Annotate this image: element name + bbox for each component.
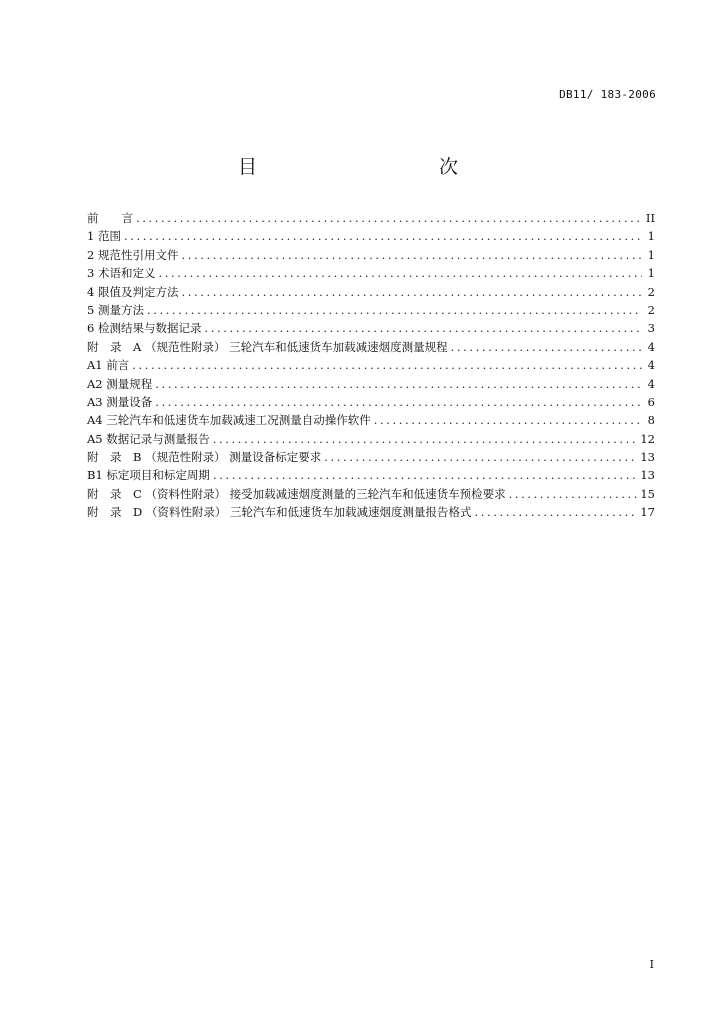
toc-entry-page: 1 bbox=[647, 247, 655, 262]
toc-entry-label: 6 检测结果与数据记录 bbox=[87, 321, 202, 336]
toc-entry-page: 3 bbox=[647, 321, 655, 336]
toc-dot-leader bbox=[181, 246, 642, 264]
toc-entry-label: 1 范围 bbox=[87, 229, 121, 244]
toc-dot-leader bbox=[374, 411, 642, 429]
toc-dot-leader bbox=[181, 283, 642, 301]
toc-entry-label: A3 测量设备 bbox=[87, 394, 153, 409]
toc-dot-leader bbox=[132, 356, 642, 374]
toc-dot-leader bbox=[324, 448, 637, 466]
toc-entry-page: 1 bbox=[647, 229, 655, 244]
toc-entry-page: 4 bbox=[647, 339, 655, 354]
toc-entry-label: A1 前言 bbox=[87, 358, 130, 373]
toc-entry[interactable] bbox=[87, 466, 655, 484]
toc-entry-page: 2 bbox=[647, 302, 655, 317]
toc-dot-leader bbox=[475, 503, 638, 521]
toc-dot-leader bbox=[155, 393, 642, 411]
toc-entry[interactable] bbox=[87, 430, 655, 448]
toc-entry[interactable] bbox=[87, 209, 655, 227]
page-title: 目 次 bbox=[237, 156, 506, 178]
toc-entry-label: A4 三轮汽车和低速货车加载减速工况测量自动操作软件 bbox=[87, 413, 371, 428]
toc-entry-label: 3 术语和定义 bbox=[87, 266, 156, 281]
toc-entry[interactable] bbox=[87, 283, 655, 301]
toc-entry-page: 12 bbox=[640, 431, 655, 446]
toc-dot-leader bbox=[147, 301, 642, 319]
toc-entry[interactable] bbox=[87, 411, 655, 429]
toc-entry[interactable] bbox=[87, 485, 655, 503]
toc-entry-label: 附 录 C （资料性附录） 接受加载减速烟度测量的三轮汽车和低速货车预检要求 bbox=[87, 486, 506, 501]
toc-entry-page: 1 bbox=[647, 266, 655, 281]
toc-entry-page: II bbox=[645, 211, 655, 225]
toc-dot-leader bbox=[158, 264, 642, 282]
toc-entry-page: 4 bbox=[647, 358, 655, 373]
toc-entry[interactable] bbox=[87, 319, 655, 337]
toc-entry[interactable] bbox=[87, 246, 655, 264]
toc-dot-leader bbox=[204, 319, 642, 337]
toc-entry[interactable] bbox=[87, 375, 655, 393]
toc-entry-label: 4 限值及判定方法 bbox=[87, 284, 179, 299]
toc-entry-page: 15 bbox=[640, 486, 655, 501]
toc-entry-page: 8 bbox=[647, 413, 655, 428]
toc-entry-page: 13 bbox=[640, 450, 655, 465]
toc-entry[interactable] bbox=[87, 393, 655, 411]
toc-entry-label: 前 言 bbox=[87, 211, 133, 225]
toc-dot-leader bbox=[213, 466, 637, 484]
toc-dot-leader bbox=[155, 375, 642, 393]
toc-entry-page: 4 bbox=[647, 376, 655, 391]
page-number: I bbox=[649, 958, 654, 971]
toc-entry-label: B1 标定项目和标定周期 bbox=[87, 468, 210, 483]
toc-dot-leader bbox=[213, 430, 638, 448]
toc-entry[interactable] bbox=[87, 503, 655, 521]
document-code: DB11/ 183-2006 bbox=[559, 88, 656, 101]
toc-entry-label: 附 录 A （规范性附录） 三轮汽车和低速货车加载减速烟度测量规程 bbox=[87, 339, 448, 354]
toc-entry-label: A5 数据记录与测量报告 bbox=[87, 431, 210, 446]
toc-entry[interactable] bbox=[87, 264, 655, 282]
toc-entry-label: 5 测量方法 bbox=[87, 302, 144, 317]
toc-entry[interactable] bbox=[87, 227, 655, 245]
toc-entry-label: 附 录 D （资料性附录） 三轮汽车和低速货车加载减速烟度测量报告格式 bbox=[87, 505, 472, 520]
toc-entry[interactable] bbox=[87, 301, 655, 319]
toc-entry[interactable] bbox=[87, 356, 655, 374]
toc-entry-page: 17 bbox=[640, 505, 655, 520]
toc-entry-page: 13 bbox=[640, 468, 655, 483]
table-of-contents bbox=[87, 209, 655, 522]
toc-dot-leader bbox=[451, 338, 642, 356]
toc-entry-label: A2 测量规程 bbox=[87, 376, 153, 391]
toc-entry-label: 2 规范性引用文件 bbox=[87, 247, 179, 262]
toc-dot-leader bbox=[509, 485, 638, 503]
toc-dot-leader bbox=[124, 227, 642, 245]
toc-entry[interactable] bbox=[87, 448, 655, 466]
toc-entry-label: 附 录 B （规范性附录） 测量设备标定要求 bbox=[87, 450, 322, 465]
toc-entry-page: 6 bbox=[647, 394, 655, 409]
toc-dot-leader bbox=[136, 209, 642, 227]
toc-entry-page: 2 bbox=[647, 284, 655, 299]
toc-entry[interactable] bbox=[87, 338, 655, 356]
